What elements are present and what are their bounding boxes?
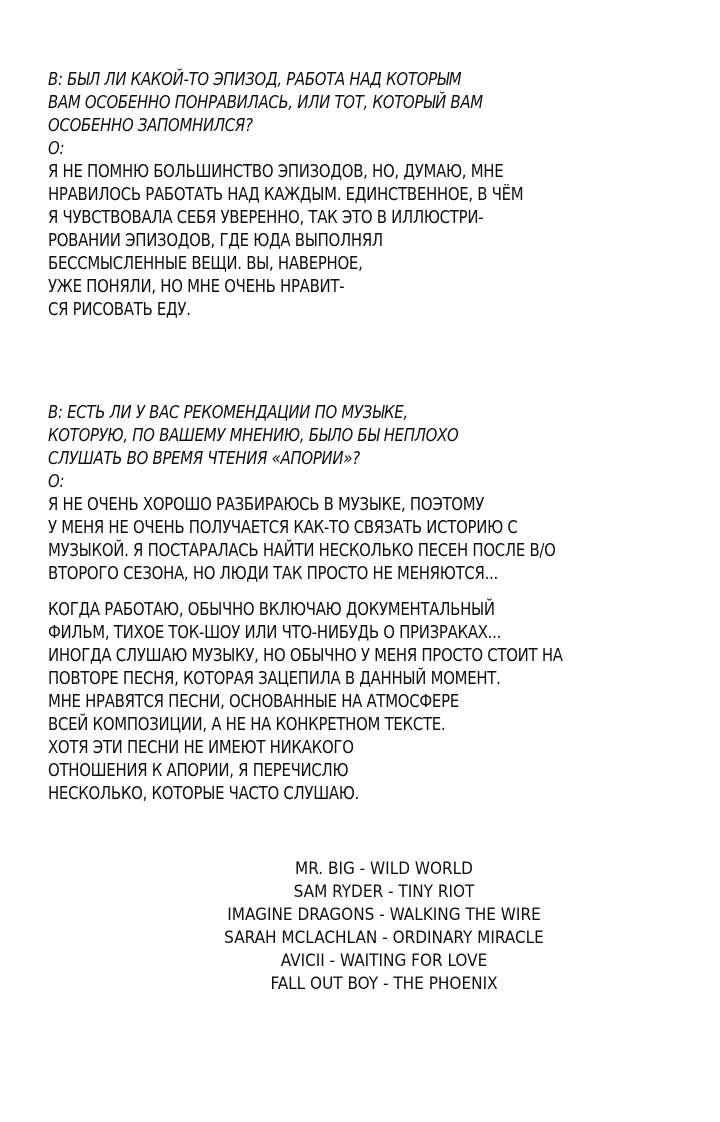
- answer-label: О:: [48, 138, 65, 159]
- answer-line: ВСЕЙ КОМПОЗИЦИИ, А НЕ НА КОНКРЕТНОМ ТЕКСТЕ.: [48, 714, 446, 735]
- song-item: IMAGINE DRAGONS - WALKING THE WIRE: [227, 905, 541, 925]
- question-1: [48, 68, 565, 160]
- question-line: КОТОРУЮ, ПО ВАШЕМУ МНЕНИЮ, БЫЛО БЫ НЕПЛОХО: [48, 425, 459, 446]
- answer-line: ВТОРОГО СЕЗОНА, НО ЛЮДИ ТАК ПРОСТО НЕ МЕНЯЮТСЯ...: [48, 563, 498, 584]
- qa-block-2: [48, 401, 600, 585]
- answer-line: КОГДА РАБОТАЮ, ОБЫЧНО ВКЛЮЧАЮ ДОКУМЕНТАЛЬНЫЙ: [48, 599, 495, 620]
- song-item: AVICII - WAITING FOR LOVE: [280, 951, 488, 971]
- answer-label: О:: [48, 471, 65, 492]
- song-item: FALL OUT BOY - THE PHOENIX: [270, 974, 498, 994]
- answer-line: ПОВТОРЕ ПЕСНЯ, КОТОРАЯ ЗАЦЕПИЛА В ДАННЫЙ МОМЕНТ.: [48, 668, 501, 689]
- answer-line: НРАВИЛОСЬ РАБОТАТЬ НАД КАЖДЫМ. ЕДИНСТВЕННОЕ, В ЧЁМ: [48, 184, 524, 205]
- answer-line: МУЗЫКОЙ. Я ПОСТАРАЛАСЬ НАЙТИ НЕСКОЛЬКО ПЕСЕН ПОСЛЕ В/О: [48, 540, 556, 561]
- answer-line: У МЕНЯ НЕ ОЧЕНЬ ПОЛУЧАЕТСЯ КАК-ТО СВЯЗАТЬ ИСТОРИЮ С: [48, 517, 518, 538]
- answer-1: [48, 160, 565, 321]
- qa-block-1: [48, 68, 565, 321]
- answer-line: НЕСКОЛЬКО, КОТОРЫЕ ЧАСТО СЛУШАЮ.: [48, 783, 360, 804]
- question-2: [48, 401, 600, 493]
- answer-line: БЕССМЫСЛЕННЫЕ ВЕЩИ. ВЫ, НАВЕРНОЕ,: [48, 253, 363, 274]
- answer-line: МНЕ НРАВЯТСЯ ПЕСНИ, ОСНОВАННЫЕ НА АТМОСФЕРЕ: [48, 691, 459, 712]
- answer-line: ФИЛЬМ, ТИХОЕ ТОК-ШОУ ИЛИ ЧТО-НИБУДЬ О ПРИЗРАКАХ...: [48, 622, 502, 643]
- answer-line: Я НЕ ОЧЕНЬ ХОРОШО РАЗБИРАЮСЬ В МУЗЫКЕ, ПОЭТОМУ: [48, 494, 485, 515]
- song-item: MR. BIG - WILD WORLD: [295, 859, 473, 879]
- question-line: ВАМ ОСОБЕННО ПОНРАВИЛАСЬ, ИЛИ ТОТ, КОТОРЫЙ ВАМ: [48, 92, 483, 113]
- song-item: SARAH MCLACHLAN - ORDINARY MIRACLE: [224, 928, 544, 948]
- answer-line: РОВАНИИ ЭПИЗОДОВ, ГДЕ ЮДА ВЫПОЛНЯЛ: [48, 230, 383, 251]
- question-line: СЛУШАТЬ ВО ВРЕМЯ ЧТЕНИЯ «АПОРИИ»?: [48, 448, 360, 469]
- answer-line: СЯ РИСОВАТЬ ЕДУ.: [48, 299, 191, 320]
- song-item: SAM RYDER - TINY RIOT: [293, 882, 475, 902]
- question-line: ОСОБЕННО ЗАПОМНИЛСЯ?: [48, 115, 253, 136]
- song-list: [0, 858, 720, 996]
- answer-line: Я ЧУВСТВОВАЛА СЕБЯ УВЕРЕННО, ТАК ЭТО В ИЛЛЮСТРИ-: [48, 207, 484, 228]
- answer-line: ХОТЯ ЭТИ ПЕСНИ НЕ ИМЕЮТ НИКАКОГО: [48, 737, 354, 758]
- answer-line: Я НЕ ПОМНЮ БОЛЬШИНСТВО ЭПИЗОДОВ, НО, ДУМАЮ, МНЕ: [48, 161, 504, 182]
- answer-2: [48, 493, 600, 585]
- answer-2-continued: [48, 598, 607, 805]
- question-line: В: БЫЛ ЛИ КАКОЙ-ТО ЭПИЗОД, РАБОТА НАД КОТОРЫМ: [48, 69, 462, 90]
- question-line: В: ЕСТЬ ЛИ У ВАС РЕКОМЕНДАЦИИ ПО МУЗЫКЕ,: [48, 402, 408, 423]
- answer-line: ИНОГДА СЛУШАЮ МУЗЫКУ, НО ОБЫЧНО У МЕНЯ ПРОСТО СТОИТ НА: [48, 645, 563, 666]
- answer-line: УЖЕ ПОНЯЛИ, НО МНЕ ОЧЕНЬ НРАВИТ-: [48, 276, 345, 297]
- answer-line: ОТНОШЕНИЯ К АПОРИИ, Я ПЕРЕЧИСЛЮ: [48, 760, 349, 781]
